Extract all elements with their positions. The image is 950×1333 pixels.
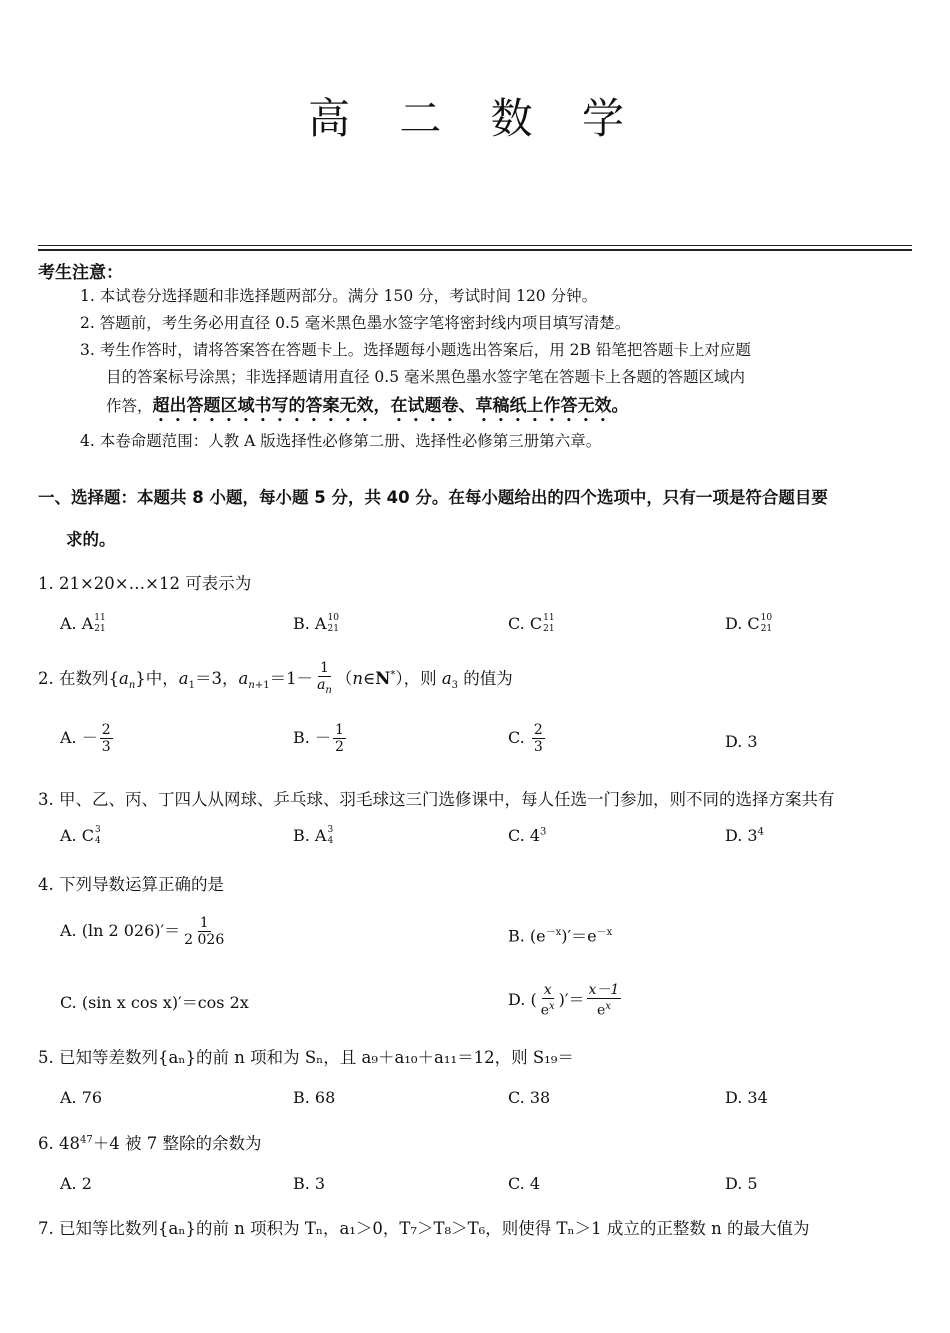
- q6-option-a: A. 2: [60, 1174, 92, 1193]
- notice-item-2: 2. 答题前，考生务必用直径 0.5 毫米黑色墨水签字笔将密封线内项目填写清楚。: [80, 314, 631, 332]
- q2-option-a: A. － $\frac{2}{3}$: [60, 722, 111, 755]
- q3-option-b: B. A 3 4: [293, 824, 334, 846]
- q4-option-a: A. (ln 2 026)′＝ $\frac{1}{2 026}$: [60, 915, 225, 948]
- question-2: 2. 在数列$\{a_n\}$中，$a_1=3$，$a_{n+1}=1-$ $\frac{1}{a_n}$ （n∈N*），则 $a_3$ 的值为: [38, 660, 513, 696]
- question-4-options-row2: [60, 982, 920, 1028]
- q6-option-c: C. 4: [508, 1174, 541, 1193]
- notice-heading: 考生注意：: [38, 263, 123, 283]
- q6-option-d: D. 5: [725, 1174, 758, 1193]
- q4-option-d: D. ( $\frac{x}{e^x}$ )′＝ $\frac{x-1}{e^x}$: [508, 982, 620, 1019]
- section-heading: 一、选择题：本题共 8 小题，每小题 5 分，共 40 分。在每小题给出的四个选项中，只有一项是符合题目要: [38, 488, 828, 507]
- q2-option-b: B. － $\frac{1}{2}$: [293, 722, 344, 755]
- header-rule-thick: [38, 249, 912, 251]
- q1-option-a: A. A 11 21: [60, 612, 106, 634]
- question-1-options: [60, 614, 920, 654]
- q6-option-b: B. 3: [293, 1174, 326, 1193]
- question-6-options: [60, 1174, 920, 1214]
- notice-emphasis: 超出答题区域书写的答案无效，在试题卷、草稿纸上作答无效。: [152, 396, 629, 416]
- q2-option-c: C. $\frac{2}{3}$: [508, 722, 543, 755]
- q1-option-d: D. C 10 21: [725, 612, 773, 634]
- q1-option-b: B. A 10 21: [293, 612, 339, 634]
- question-3-options: [60, 826, 920, 866]
- question-4: 4. 下列导数运算正确的是: [38, 875, 224, 894]
- question-1: 1. 21×20×…×12 可表示为: [38, 574, 252, 593]
- question-5-options: [60, 1088, 920, 1128]
- question-7: 7. 已知等比数列{aₙ}的前 n 项积为 Tₙ，a₁＞0，T₇＞T₈＞T₆，则使得 Tₙ＞1 成立的正整数 n 的最大值为: [38, 1219, 810, 1238]
- exam-title: 高 二 数 学: [307, 94, 643, 143]
- question-2-options: [60, 722, 920, 762]
- q2-option-d: D. 3: [725, 732, 758, 751]
- q4-option-c: C. (sin x cos x)′＝cos 2x: [60, 993, 249, 1012]
- q3-option-a: A. C 3 4: [60, 824, 101, 846]
- question-5: 5. 已知等差数列{aₙ}的前 n 项和为 Sₙ，且 a₉＋a₁₀＋a₁₁＝12，则 S₁₉＝: [38, 1048, 574, 1067]
- notice-item-1: 1. 本试卷分选择题和非选择题两部分。满分 150 分，考试时间 120 分钟。: [80, 287, 598, 305]
- question-4-options-row1: [60, 915, 920, 961]
- q3-option-d: D. $3^4$: [725, 826, 764, 845]
- q4-option-b: B. $(e^{-x})'=e^{-x}$: [508, 926, 613, 946]
- notice-item-3-prefix: 作答，: [106, 397, 153, 415]
- section-heading-cont: 求的。: [66, 530, 116, 549]
- notice-item-3-cont: 目的答案标号涂黑；非选择题请用直径 0.5 毫米黑色墨水签字笔在答题卡上各题的答题区域内: [106, 368, 746, 386]
- question-3: 3. 甲、乙、丙、丁四人从网球、乒乓球、羽毛球这三门选修课中，每人任选一门参加，则不同的选择方案共有: [38, 790, 835, 809]
- q5-option-b: B. 68: [293, 1088, 336, 1107]
- q5-option-c: C. 38: [508, 1088, 551, 1107]
- notice-item-3-cont2: [80, 393, 914, 426]
- notice-item-3: 3. 考生作答时，请将答案答在答题卡上。选择题每小题选出答案后，用 2B 铅笔把答题卡上对应题: [80, 341, 751, 359]
- question-6: 6. $48^{47}+4$ 被 7 整除的余数为: [38, 1134, 262, 1153]
- q3-option-c: C. $4^3$: [508, 826, 547, 845]
- notice-item-4: 4. 本卷命题范围：人教 A 版选择性必修第二册、选择性必修第三册第六章。: [80, 432, 602, 450]
- header-rule-thin: [38, 245, 912, 246]
- q5-option-d: D. 34: [725, 1088, 768, 1107]
- q5-option-a: A. 76: [60, 1088, 103, 1107]
- q1-option-c: C. C 11 21: [508, 612, 555, 634]
